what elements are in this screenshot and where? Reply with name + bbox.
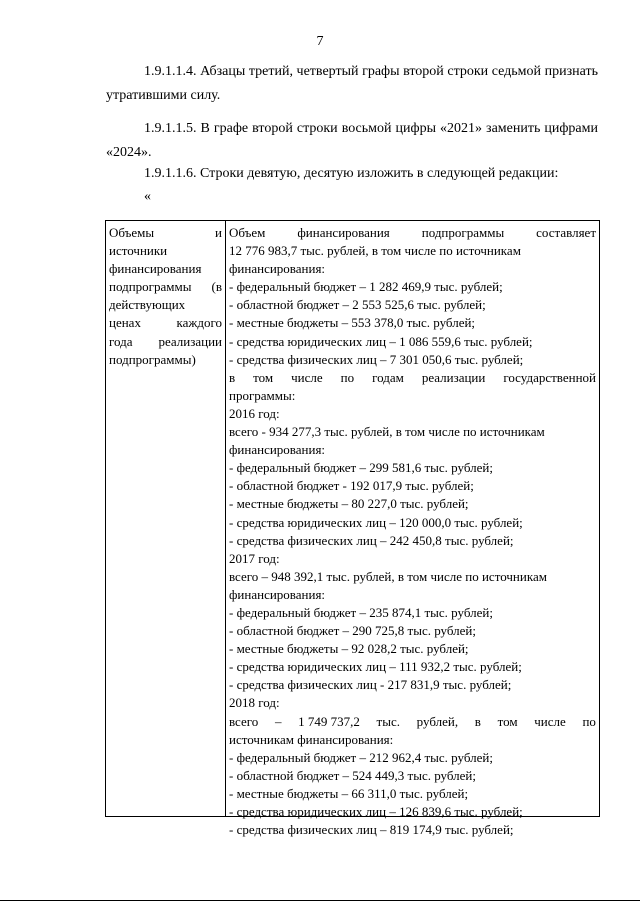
value-line-text: всего <box>229 713 259 729</box>
funding-table <box>105 220 600 838</box>
value-line <box>229 514 596 532</box>
value-line-text: числе <box>291 369 323 385</box>
value-line-text: по <box>582 713 596 729</box>
value-line <box>229 423 596 441</box>
value-line <box>229 586 596 604</box>
value-line <box>229 495 596 513</box>
value-line-text: в <box>229 369 236 385</box>
label-line <box>109 333 222 351</box>
label-line-text: подпрограммы) <box>109 351 196 367</box>
value-line-text: государственной <box>503 369 596 385</box>
value-line-text: финансирования: <box>229 442 326 458</box>
value-line <box>229 260 596 278</box>
value-line-text: - областной бюджет - 192 017,9 тыс. рублей; <box>229 478 474 494</box>
value-line-text: реализации <box>421 369 486 385</box>
value-line-text: по <box>340 369 355 385</box>
value-line <box>229 640 596 658</box>
value-line <box>229 568 596 586</box>
label-line-text: подпрограммы <box>109 279 192 295</box>
label-line-text: финансирования <box>109 261 202 277</box>
opening-quote-mark: « <box>144 189 151 204</box>
value-line-text: - средства юридических лиц – 1 086 559,6 тыс. рублей; <box>229 333 533 349</box>
label-line-text: ценах <box>109 315 141 331</box>
value-line <box>229 622 596 640</box>
value-line-text: 2018 год: <box>229 695 280 711</box>
label-line <box>109 296 222 314</box>
value-line <box>229 314 596 332</box>
value-line-text: том <box>497 713 518 729</box>
value-line-text: программы: <box>229 387 296 403</box>
value-line-text: - средства физических лиц – 7 301 050,6 тыс. рублей; <box>229 351 524 367</box>
value-line-text: - областной бюджет – 290 725,8 тыс. рублей; <box>229 623 476 639</box>
value-line <box>229 604 596 622</box>
value-line <box>229 242 596 260</box>
value-line-text: Объем <box>229 225 266 240</box>
label-line-text: каждого <box>176 315 222 331</box>
value-line-text: - средства физических лиц – 242 450,8 тыс. рублей; <box>229 532 514 548</box>
value-line <box>229 676 596 694</box>
value-line-text: - средства физических лиц - 217 831,9 тыс. рублей; <box>229 677 512 693</box>
value-line <box>229 441 596 459</box>
value-line-text: - местные бюджеты – 66 311,0 тыс. рублей; <box>229 785 469 801</box>
paragraph-1-9-1-1-5: 1.9.1.1.5. В графе второй строки восьмой цифры «2021» заменить цифрами «2024». <box>106 121 598 160</box>
table-label-cell <box>106 221 226 816</box>
label-line <box>109 278 222 296</box>
value-line-text: всего - 934 277,3 тыс. рублей, в том числе по источникам <box>229 424 545 440</box>
label-line-text: действующих <box>109 297 186 313</box>
label-line-text: источники <box>109 243 168 259</box>
value-line-text: - средства юридических лиц – 126 839,6 тыс. рублей; <box>229 804 523 819</box>
value-line <box>229 278 596 296</box>
value-line-text: - местные бюджеты – 92 028,2 тыс. рублей; <box>229 641 469 657</box>
value-line <box>229 713 596 731</box>
value-line <box>229 803 596 821</box>
value-line <box>229 550 596 568</box>
value-line <box>229 821 596 839</box>
value-line <box>229 351 596 369</box>
label-line-text: года <box>109 333 133 349</box>
value-line <box>229 785 596 803</box>
value-line-text: подпрограммы <box>421 225 505 240</box>
label-line <box>109 224 222 242</box>
label-line-text: и <box>215 225 222 240</box>
label-line <box>109 260 222 278</box>
value-line <box>229 387 596 405</box>
page-number: 7 <box>316 34 324 49</box>
value-line-text: - местные бюджеты – 553 378,0 тыс. рублей; <box>229 315 476 331</box>
value-line-text: годам <box>372 369 404 385</box>
value-line-text: - федеральный бюджет – 1 282 469,9 тыс. рублей; <box>229 279 503 295</box>
value-line <box>229 731 596 749</box>
paragraph-1-9-1-1-6: 1.9.1.1.6. Строки девятую, десятую изложить в следующей редакции: <box>144 166 559 181</box>
value-line-text: - федеральный бюджет – 212 962,4 тыс. рублей; <box>229 749 493 765</box>
value-line-text: - областной бюджет – 2 553 525,6 тыс. рублей; <box>229 297 486 313</box>
value-line-text: в <box>474 713 481 729</box>
value-line <box>229 658 596 676</box>
value-line-text: финансирования: <box>229 586 326 602</box>
label-line-text: (в <box>211 279 222 295</box>
value-line <box>229 532 596 550</box>
value-line <box>229 477 596 495</box>
paragraph-1-9-1-1-4: 1.9.1.1.4. Абзацы третий, четвертый графы второй строки седьмой признать утратившими силу. <box>106 64 598 103</box>
value-line-text: 2017 год: <box>229 550 280 566</box>
value-line <box>229 694 596 712</box>
value-line-text: – <box>274 713 282 729</box>
value-line-text: - местные бюджеты – 80 227,0 тыс. рублей; <box>229 496 469 512</box>
label-line <box>109 351 222 369</box>
label-line <box>109 314 222 332</box>
value-line-text: составляет <box>536 225 596 240</box>
value-line-text: том <box>253 369 274 385</box>
value-line <box>229 333 596 351</box>
value-line <box>229 369 596 387</box>
value-line-text: - областной бюджет – 524 449,3 тыс. рублей; <box>229 767 476 783</box>
value-line-text: - средства юридических лиц – 111 932,2 тыс. рублей; <box>229 659 522 675</box>
value-line <box>229 296 596 314</box>
value-line <box>229 224 596 242</box>
table-value-cell <box>226 221 599 838</box>
value-line-text: - средства юридических лиц – 120 000,0 тыс. рублей; <box>229 514 523 530</box>
value-line <box>229 405 596 423</box>
value-line-text: 12 776 983,7 тыс. рублей, в том числе по источникам <box>229 243 521 259</box>
value-line-text: 2016 год: <box>229 405 280 421</box>
value-line-text: - федеральный бюджет – 299 581,6 тыс. рублей; <box>229 460 493 476</box>
value-line-text: числе <box>534 713 566 729</box>
value-line <box>229 749 596 767</box>
value-line-text: источникам финансирования: <box>229 731 394 747</box>
value-line-text: 1 749 737,2 <box>298 713 360 729</box>
value-line <box>229 767 596 785</box>
value-line-text: тыс. <box>376 713 400 729</box>
value-line-text: - средства физических лиц – 819 174,9 тыс. рублей; <box>229 822 514 838</box>
value-line-text: финансирования <box>297 225 390 240</box>
label-line-text: Объемы <box>109 225 155 240</box>
value-line-text: всего – 948 392,1 тыс. рублей, в том числе по источникам <box>229 568 547 584</box>
label-line <box>109 242 222 260</box>
page-bottom-rule <box>0 900 640 901</box>
label-line-text: реализации <box>158 333 222 349</box>
value-line-text: рублей, <box>416 713 459 729</box>
value-line-text: финансирования: <box>229 261 326 277</box>
value-line <box>229 459 596 477</box>
value-line-text: - федеральный бюджет – 235 874,1 тыс. рублей; <box>229 604 493 620</box>
